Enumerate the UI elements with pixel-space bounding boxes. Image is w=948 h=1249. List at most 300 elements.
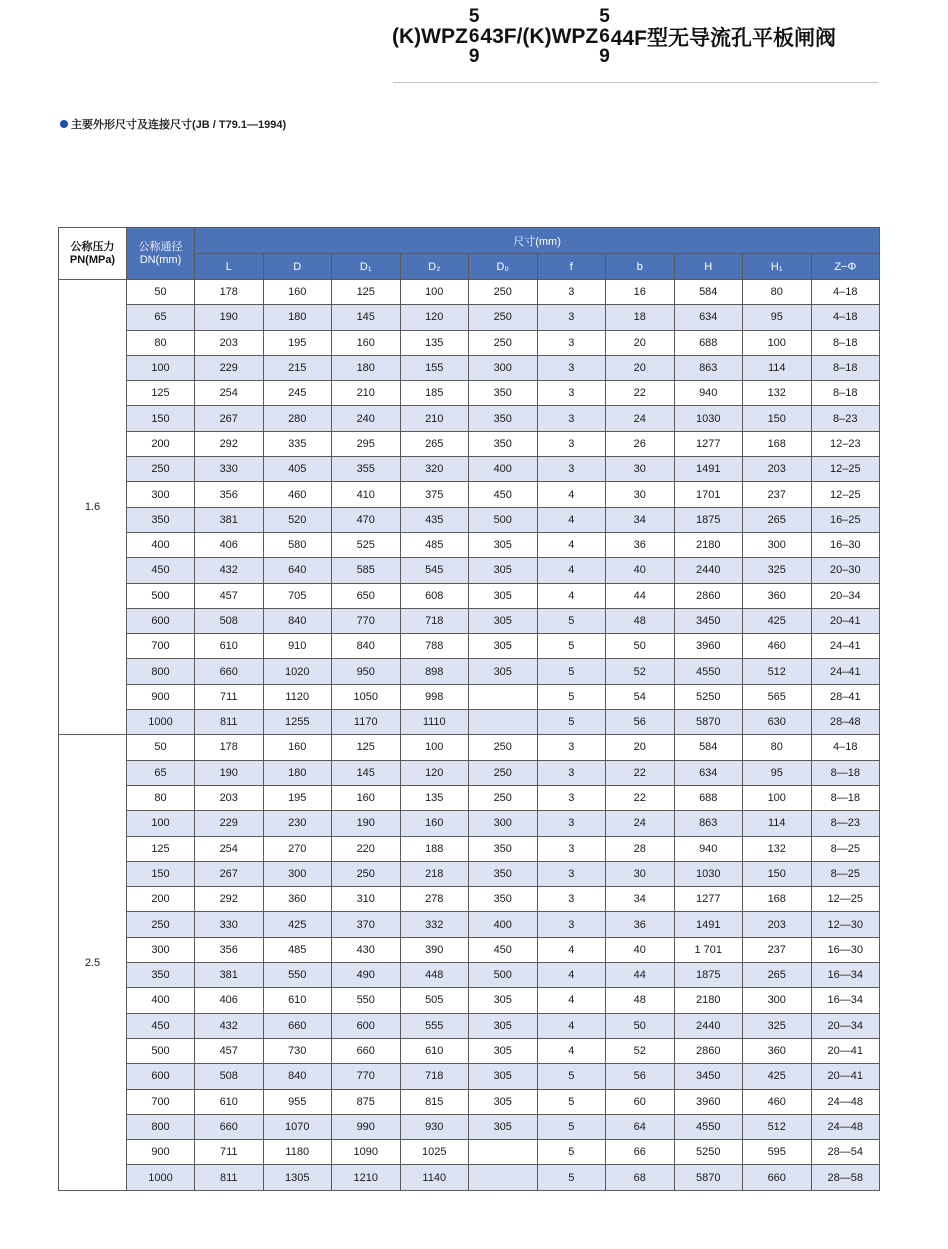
table-cell: 335 bbox=[263, 431, 332, 456]
table-cell: 16—34 bbox=[811, 963, 880, 988]
table-cell: 229 bbox=[195, 811, 264, 836]
table-cell: 350 bbox=[469, 381, 538, 406]
table-cell: 168 bbox=[743, 887, 812, 912]
table-cell: 1305 bbox=[263, 1165, 332, 1190]
table-cell: 2440 bbox=[674, 1013, 743, 1038]
column-header: Z−Φ bbox=[811, 254, 880, 280]
pressure-cell: 1.6 bbox=[59, 280, 127, 735]
table-cell: 350 bbox=[469, 836, 538, 861]
title-model-stack-2 bbox=[599, 7, 610, 67]
table-cell: 450 bbox=[469, 482, 538, 507]
table-cell: 5 bbox=[537, 684, 606, 709]
table-cell: 12—30 bbox=[811, 912, 880, 937]
table-cell: 788 bbox=[400, 634, 469, 659]
title-divider bbox=[393, 82, 878, 83]
dn-cell: 80 bbox=[127, 785, 195, 810]
table-cell: 195 bbox=[263, 330, 332, 355]
table-cell: 120 bbox=[400, 760, 469, 785]
table-row bbox=[59, 507, 880, 532]
header-dn-line: DN(mm) bbox=[139, 253, 182, 266]
header-dimension-group: 尺寸(mm) bbox=[195, 228, 880, 254]
table-cell: 660 bbox=[332, 1038, 401, 1063]
table-cell: 660 bbox=[195, 1114, 264, 1139]
table-cell: 610 bbox=[400, 1038, 469, 1063]
table-cell: 584 bbox=[674, 280, 743, 305]
table-cell: 3 bbox=[537, 887, 606, 912]
table-cell: 305 bbox=[469, 583, 538, 608]
table-cell: 132 bbox=[743, 381, 812, 406]
table-cell: 898 bbox=[400, 659, 469, 684]
table-row bbox=[59, 1165, 880, 1190]
table-cell: 3450 bbox=[674, 608, 743, 633]
table-cell: 267 bbox=[195, 406, 264, 431]
table-cell: 265 bbox=[743, 507, 812, 532]
table-cell: 660 bbox=[263, 1013, 332, 1038]
dn-cell: 350 bbox=[127, 963, 195, 988]
table-cell: 505 bbox=[400, 988, 469, 1013]
table-cell: 80 bbox=[743, 735, 812, 760]
header-row-1 bbox=[59, 228, 880, 254]
table-cell: 28—54 bbox=[811, 1140, 880, 1165]
table-cell: 3 bbox=[537, 381, 606, 406]
table-cell: 350 bbox=[469, 861, 538, 886]
table-cell: 450 bbox=[469, 937, 538, 962]
table-cell: 770 bbox=[332, 608, 401, 633]
table-cell: 114 bbox=[743, 811, 812, 836]
table-row bbox=[59, 1013, 880, 1038]
page-title bbox=[392, 6, 836, 68]
dn-cell: 1000 bbox=[127, 1165, 195, 1190]
table-cell: 4 bbox=[537, 532, 606, 557]
table-cell: 360 bbox=[743, 1038, 812, 1063]
table-cell: 1070 bbox=[263, 1114, 332, 1139]
table-cell: 34 bbox=[606, 507, 675, 532]
table-cell: 640 bbox=[263, 558, 332, 583]
table-cell: 5 bbox=[537, 608, 606, 633]
table-cell: 705 bbox=[263, 583, 332, 608]
table-cell: 292 bbox=[195, 887, 264, 912]
table-cell: 305 bbox=[469, 1013, 538, 1038]
table-row bbox=[59, 1114, 880, 1139]
table-cell: 330 bbox=[195, 457, 264, 482]
table-cell: 584 bbox=[674, 735, 743, 760]
column-header: D₂ bbox=[400, 254, 469, 280]
title-stack-1-digit: 9 bbox=[468, 46, 480, 67]
table-cell: 356 bbox=[195, 937, 264, 962]
table-cell: 1180 bbox=[263, 1140, 332, 1165]
table-row bbox=[59, 836, 880, 861]
table-cell: 634 bbox=[674, 760, 743, 785]
table-cell: 188 bbox=[400, 836, 469, 861]
table-cell: 8—25 bbox=[811, 861, 880, 886]
table-cell: 355 bbox=[332, 457, 401, 482]
dn-cell: 200 bbox=[127, 431, 195, 456]
table-cell: 545 bbox=[400, 558, 469, 583]
table-cell: 40 bbox=[606, 558, 675, 583]
table-row bbox=[59, 330, 880, 355]
column-header: D₁ bbox=[332, 254, 401, 280]
table-row bbox=[59, 482, 880, 507]
table-cell: 210 bbox=[400, 406, 469, 431]
table-cell: 20—41 bbox=[811, 1064, 880, 1089]
table-cell: 634 bbox=[674, 305, 743, 330]
table-cell: 52 bbox=[606, 1038, 675, 1063]
table-row bbox=[59, 406, 880, 431]
title-suffix: 44F型无导流孔平板闸阀 bbox=[610, 27, 836, 50]
table-cell: 190 bbox=[195, 760, 264, 785]
table-cell: 160 bbox=[263, 735, 332, 760]
table-cell: 400 bbox=[469, 912, 538, 937]
table-row bbox=[59, 558, 880, 583]
table-row bbox=[59, 280, 880, 305]
table-cell: 100 bbox=[743, 330, 812, 355]
table-cell: 4550 bbox=[674, 1114, 743, 1139]
table-cell: 28 bbox=[606, 836, 675, 861]
table-cell: 600 bbox=[332, 1013, 401, 1038]
table-cell: 300 bbox=[469, 811, 538, 836]
table-cell: 3 bbox=[537, 355, 606, 380]
table-cell: 381 bbox=[195, 507, 264, 532]
table-cell: 292 bbox=[195, 431, 264, 456]
table-cell: 1277 bbox=[674, 887, 743, 912]
table-cell: 350 bbox=[469, 431, 538, 456]
table-cell: 1030 bbox=[674, 406, 743, 431]
table-cell: 229 bbox=[195, 355, 264, 380]
table-row bbox=[59, 532, 880, 557]
table-cell: 178 bbox=[195, 280, 264, 305]
bullet-dot-icon bbox=[60, 120, 68, 128]
header-pn bbox=[59, 228, 127, 280]
table-cell: 30 bbox=[606, 861, 675, 886]
table-cell: 44 bbox=[606, 583, 675, 608]
table-cell: 26 bbox=[606, 431, 675, 456]
table-cell: 12—25 bbox=[811, 887, 880, 912]
dn-cell: 800 bbox=[127, 659, 195, 684]
table-cell: 512 bbox=[743, 1114, 812, 1139]
table-cell: 2440 bbox=[674, 558, 743, 583]
table-cell: 718 bbox=[400, 608, 469, 633]
table-cell: 1050 bbox=[332, 684, 401, 709]
table-cell: 811 bbox=[195, 710, 264, 735]
table-cell: 218 bbox=[400, 861, 469, 886]
table-cell: 8–23 bbox=[811, 406, 880, 431]
table-row bbox=[59, 431, 880, 456]
table-cell: 525 bbox=[332, 532, 401, 557]
table-cell: 630 bbox=[743, 710, 812, 735]
table-cell: 5 bbox=[537, 1114, 606, 1139]
table-cell: 28—58 bbox=[811, 1165, 880, 1190]
table-cell: 332 bbox=[400, 912, 469, 937]
table-cell: 406 bbox=[195, 532, 264, 557]
dn-cell: 450 bbox=[127, 1013, 195, 1038]
table-cell: 265 bbox=[400, 431, 469, 456]
table-cell: 36 bbox=[606, 912, 675, 937]
dn-cell: 100 bbox=[127, 355, 195, 380]
table-cell: 650 bbox=[332, 583, 401, 608]
table-cell: 270 bbox=[263, 836, 332, 861]
table-cell: 3960 bbox=[674, 1089, 743, 1114]
table-cell: 1491 bbox=[674, 912, 743, 937]
table-cell: 180 bbox=[332, 355, 401, 380]
table-cell: 1210 bbox=[332, 1165, 401, 1190]
dn-cell: 50 bbox=[127, 280, 195, 305]
table-cell: 24 bbox=[606, 406, 675, 431]
table-cell: 930 bbox=[400, 1114, 469, 1139]
table-cell: 875 bbox=[332, 1089, 401, 1114]
table-cell: 20—41 bbox=[811, 1038, 880, 1063]
dn-cell: 100 bbox=[127, 811, 195, 836]
dn-cell: 400 bbox=[127, 532, 195, 557]
table-cell: 5870 bbox=[674, 710, 743, 735]
table-row bbox=[59, 684, 880, 709]
dn-cell: 200 bbox=[127, 887, 195, 912]
table-cell: 305 bbox=[469, 558, 538, 583]
table-row bbox=[59, 887, 880, 912]
table-cell: 250 bbox=[469, 305, 538, 330]
table-cell: 56 bbox=[606, 1064, 675, 1089]
header-dn-line: 公称通径 bbox=[138, 240, 183, 253]
dn-cell: 300 bbox=[127, 937, 195, 962]
table-cell: 125 bbox=[332, 735, 401, 760]
table-row bbox=[59, 355, 880, 380]
table-cell: 28–41 bbox=[811, 684, 880, 709]
table-cell: 237 bbox=[743, 937, 812, 962]
table-cell bbox=[469, 1140, 538, 1165]
table-row bbox=[59, 583, 880, 608]
table-cell: 36 bbox=[606, 532, 675, 557]
table-cell: 22 bbox=[606, 381, 675, 406]
table-cell: 16 bbox=[606, 280, 675, 305]
table-cell: 4550 bbox=[674, 659, 743, 684]
table-cell: 550 bbox=[263, 963, 332, 988]
table-cell: 48 bbox=[606, 988, 675, 1013]
table-cell: 1020 bbox=[263, 659, 332, 684]
table-cell: 3 bbox=[537, 836, 606, 861]
table-row bbox=[59, 659, 880, 684]
table-cell: 4 bbox=[537, 963, 606, 988]
table-cell: 3450 bbox=[674, 1064, 743, 1089]
table-cell: 432 bbox=[195, 1013, 264, 1038]
table-cell: 20–30 bbox=[811, 558, 880, 583]
table-cell: 250 bbox=[469, 735, 538, 760]
dn-cell: 150 bbox=[127, 861, 195, 886]
column-header: f bbox=[537, 254, 606, 280]
table-cell: 160 bbox=[263, 280, 332, 305]
table-cell: 305 bbox=[469, 634, 538, 659]
table-cell: 24 bbox=[606, 811, 675, 836]
table-cell: 100 bbox=[400, 735, 469, 760]
table-cell: 485 bbox=[400, 532, 469, 557]
table-cell: 998 bbox=[400, 684, 469, 709]
table-cell: 1110 bbox=[400, 710, 469, 735]
table-cell: 730 bbox=[263, 1038, 332, 1063]
table-cell: 160 bbox=[332, 785, 401, 810]
dn-cell: 1000 bbox=[127, 710, 195, 735]
table-cell: 711 bbox=[195, 1140, 264, 1165]
table-row bbox=[59, 1089, 880, 1114]
table-cell: 485 bbox=[263, 937, 332, 962]
title-stack-2-digit: 9 bbox=[599, 46, 610, 67]
dn-cell: 50 bbox=[127, 735, 195, 760]
dn-cell: 65 bbox=[127, 760, 195, 785]
table-cell: 185 bbox=[400, 381, 469, 406]
table-cell: 230 bbox=[263, 811, 332, 836]
table-cell: 190 bbox=[332, 811, 401, 836]
table-cell: 95 bbox=[743, 305, 812, 330]
table-cell: 203 bbox=[195, 785, 264, 810]
table-cell: 5 bbox=[537, 659, 606, 684]
table-row bbox=[59, 1140, 880, 1165]
table-cell: 330 bbox=[195, 912, 264, 937]
table-cell: 48 bbox=[606, 608, 675, 633]
table-cell: 470 bbox=[332, 507, 401, 532]
table-row bbox=[59, 634, 880, 659]
table-cell: 64 bbox=[606, 1114, 675, 1139]
column-header: H₁ bbox=[743, 254, 812, 280]
table-cell: 68 bbox=[606, 1165, 675, 1190]
table-cell: 195 bbox=[263, 785, 332, 810]
table-cell: 145 bbox=[332, 305, 401, 330]
table-cell: 300 bbox=[743, 532, 812, 557]
table-cell: 24—48 bbox=[811, 1089, 880, 1114]
table-cell: 203 bbox=[195, 330, 264, 355]
table-cell: 1875 bbox=[674, 963, 743, 988]
table-cell: 135 bbox=[400, 330, 469, 355]
table-cell: 245 bbox=[263, 381, 332, 406]
table-cell: 320 bbox=[400, 457, 469, 482]
table-cell: 5 bbox=[537, 710, 606, 735]
table-cell: 3 bbox=[537, 912, 606, 937]
table-cell: 305 bbox=[469, 1064, 538, 1089]
table-cell: 56 bbox=[606, 710, 675, 735]
table-cell: 150 bbox=[743, 406, 812, 431]
table-cell: 3 bbox=[537, 861, 606, 886]
table-cell: 863 bbox=[674, 355, 743, 380]
table-cell: 2860 bbox=[674, 1038, 743, 1063]
table-cell: 20 bbox=[606, 330, 675, 355]
column-header: b bbox=[606, 254, 675, 280]
table-row bbox=[59, 381, 880, 406]
table-row bbox=[59, 963, 880, 988]
table-cell: 356 bbox=[195, 482, 264, 507]
title-model-stack-1 bbox=[469, 7, 480, 67]
table-cell: 580 bbox=[263, 532, 332, 557]
table-row bbox=[59, 811, 880, 836]
title-stack-2-digit: 5 bbox=[599, 6, 610, 27]
dn-cell: 700 bbox=[127, 1089, 195, 1114]
column-header: D₀ bbox=[469, 254, 538, 280]
table-cell: 95 bbox=[743, 760, 812, 785]
table-cell: 278 bbox=[400, 887, 469, 912]
table-cell: 940 bbox=[674, 381, 743, 406]
table-cell: 254 bbox=[195, 381, 264, 406]
table-cell: 3 bbox=[537, 305, 606, 330]
table-cell: 325 bbox=[743, 1013, 812, 1038]
table-cell: 608 bbox=[400, 583, 469, 608]
table-row bbox=[59, 861, 880, 886]
table-cell bbox=[469, 1165, 538, 1190]
table-cell: 4 bbox=[537, 1038, 606, 1063]
table-cell: 28–48 bbox=[811, 710, 880, 735]
table-cell: 34 bbox=[606, 887, 675, 912]
table-cell: 410 bbox=[332, 482, 401, 507]
table-cell: 145 bbox=[332, 760, 401, 785]
table-cell: 811 bbox=[195, 1165, 264, 1190]
table-cell: 940 bbox=[674, 836, 743, 861]
table-cell: 100 bbox=[743, 785, 812, 810]
table-cell: 1120 bbox=[263, 684, 332, 709]
dn-cell: 65 bbox=[127, 305, 195, 330]
table-cell: 370 bbox=[332, 912, 401, 937]
dn-cell: 800 bbox=[127, 1114, 195, 1139]
table-cell: 406 bbox=[195, 988, 264, 1013]
table-cell: 565 bbox=[743, 684, 812, 709]
table-cell: 150 bbox=[743, 861, 812, 886]
table-cell: 5 bbox=[537, 1165, 606, 1190]
table-row bbox=[59, 937, 880, 962]
table-cell: 203 bbox=[743, 457, 812, 482]
table-cell: 305 bbox=[469, 1038, 538, 1063]
table-cell: 3 bbox=[537, 811, 606, 836]
table-cell: 863 bbox=[674, 811, 743, 836]
table-cell: 20 bbox=[606, 355, 675, 380]
table-cell: 4–18 bbox=[811, 280, 880, 305]
table-cell: 381 bbox=[195, 963, 264, 988]
title-stack-1-digit: 6 bbox=[468, 26, 480, 47]
table-cell: 3 bbox=[537, 330, 606, 355]
table-cell: 178 bbox=[195, 735, 264, 760]
table-cell: 435 bbox=[400, 507, 469, 532]
table-cell: 595 bbox=[743, 1140, 812, 1165]
dimension-table bbox=[58, 227, 880, 1191]
table-cell: 2180 bbox=[674, 532, 743, 557]
table-cell: 215 bbox=[263, 355, 332, 380]
table-cell: 350 bbox=[469, 887, 538, 912]
table-cell: 460 bbox=[263, 482, 332, 507]
table-cell: 3 bbox=[537, 406, 606, 431]
table-cell: 22 bbox=[606, 760, 675, 785]
dn-cell: 700 bbox=[127, 634, 195, 659]
table-cell: 688 bbox=[674, 330, 743, 355]
table-cell: 520 bbox=[263, 507, 332, 532]
table-cell: 8—25 bbox=[811, 836, 880, 861]
dn-cell: 400 bbox=[127, 988, 195, 1013]
table-cell: 295 bbox=[332, 431, 401, 456]
table-row bbox=[59, 457, 880, 482]
column-header: H bbox=[674, 254, 743, 280]
table-row bbox=[59, 735, 880, 760]
table-cell: 250 bbox=[332, 861, 401, 886]
table-cell: 2860 bbox=[674, 583, 743, 608]
table-cell: 60 bbox=[606, 1089, 675, 1114]
table-cell: 1255 bbox=[263, 710, 332, 735]
dn-cell: 900 bbox=[127, 684, 195, 709]
table-cell: 210 bbox=[332, 381, 401, 406]
table-cell: 770 bbox=[332, 1064, 401, 1089]
table-cell: 711 bbox=[195, 684, 264, 709]
table-cell: 12–25 bbox=[811, 482, 880, 507]
table-cell: 20—34 bbox=[811, 1013, 880, 1038]
dn-cell: 125 bbox=[127, 836, 195, 861]
table-row bbox=[59, 608, 880, 633]
table-cell: 24–41 bbox=[811, 659, 880, 684]
table-cell: 16—30 bbox=[811, 937, 880, 962]
table-cell: 52 bbox=[606, 659, 675, 684]
table-cell: 20–34 bbox=[811, 583, 880, 608]
header-pn-line: PN(MPa) bbox=[69, 253, 116, 266]
title-prefix: (K)WPZ bbox=[392, 25, 468, 48]
table-row bbox=[59, 785, 880, 810]
